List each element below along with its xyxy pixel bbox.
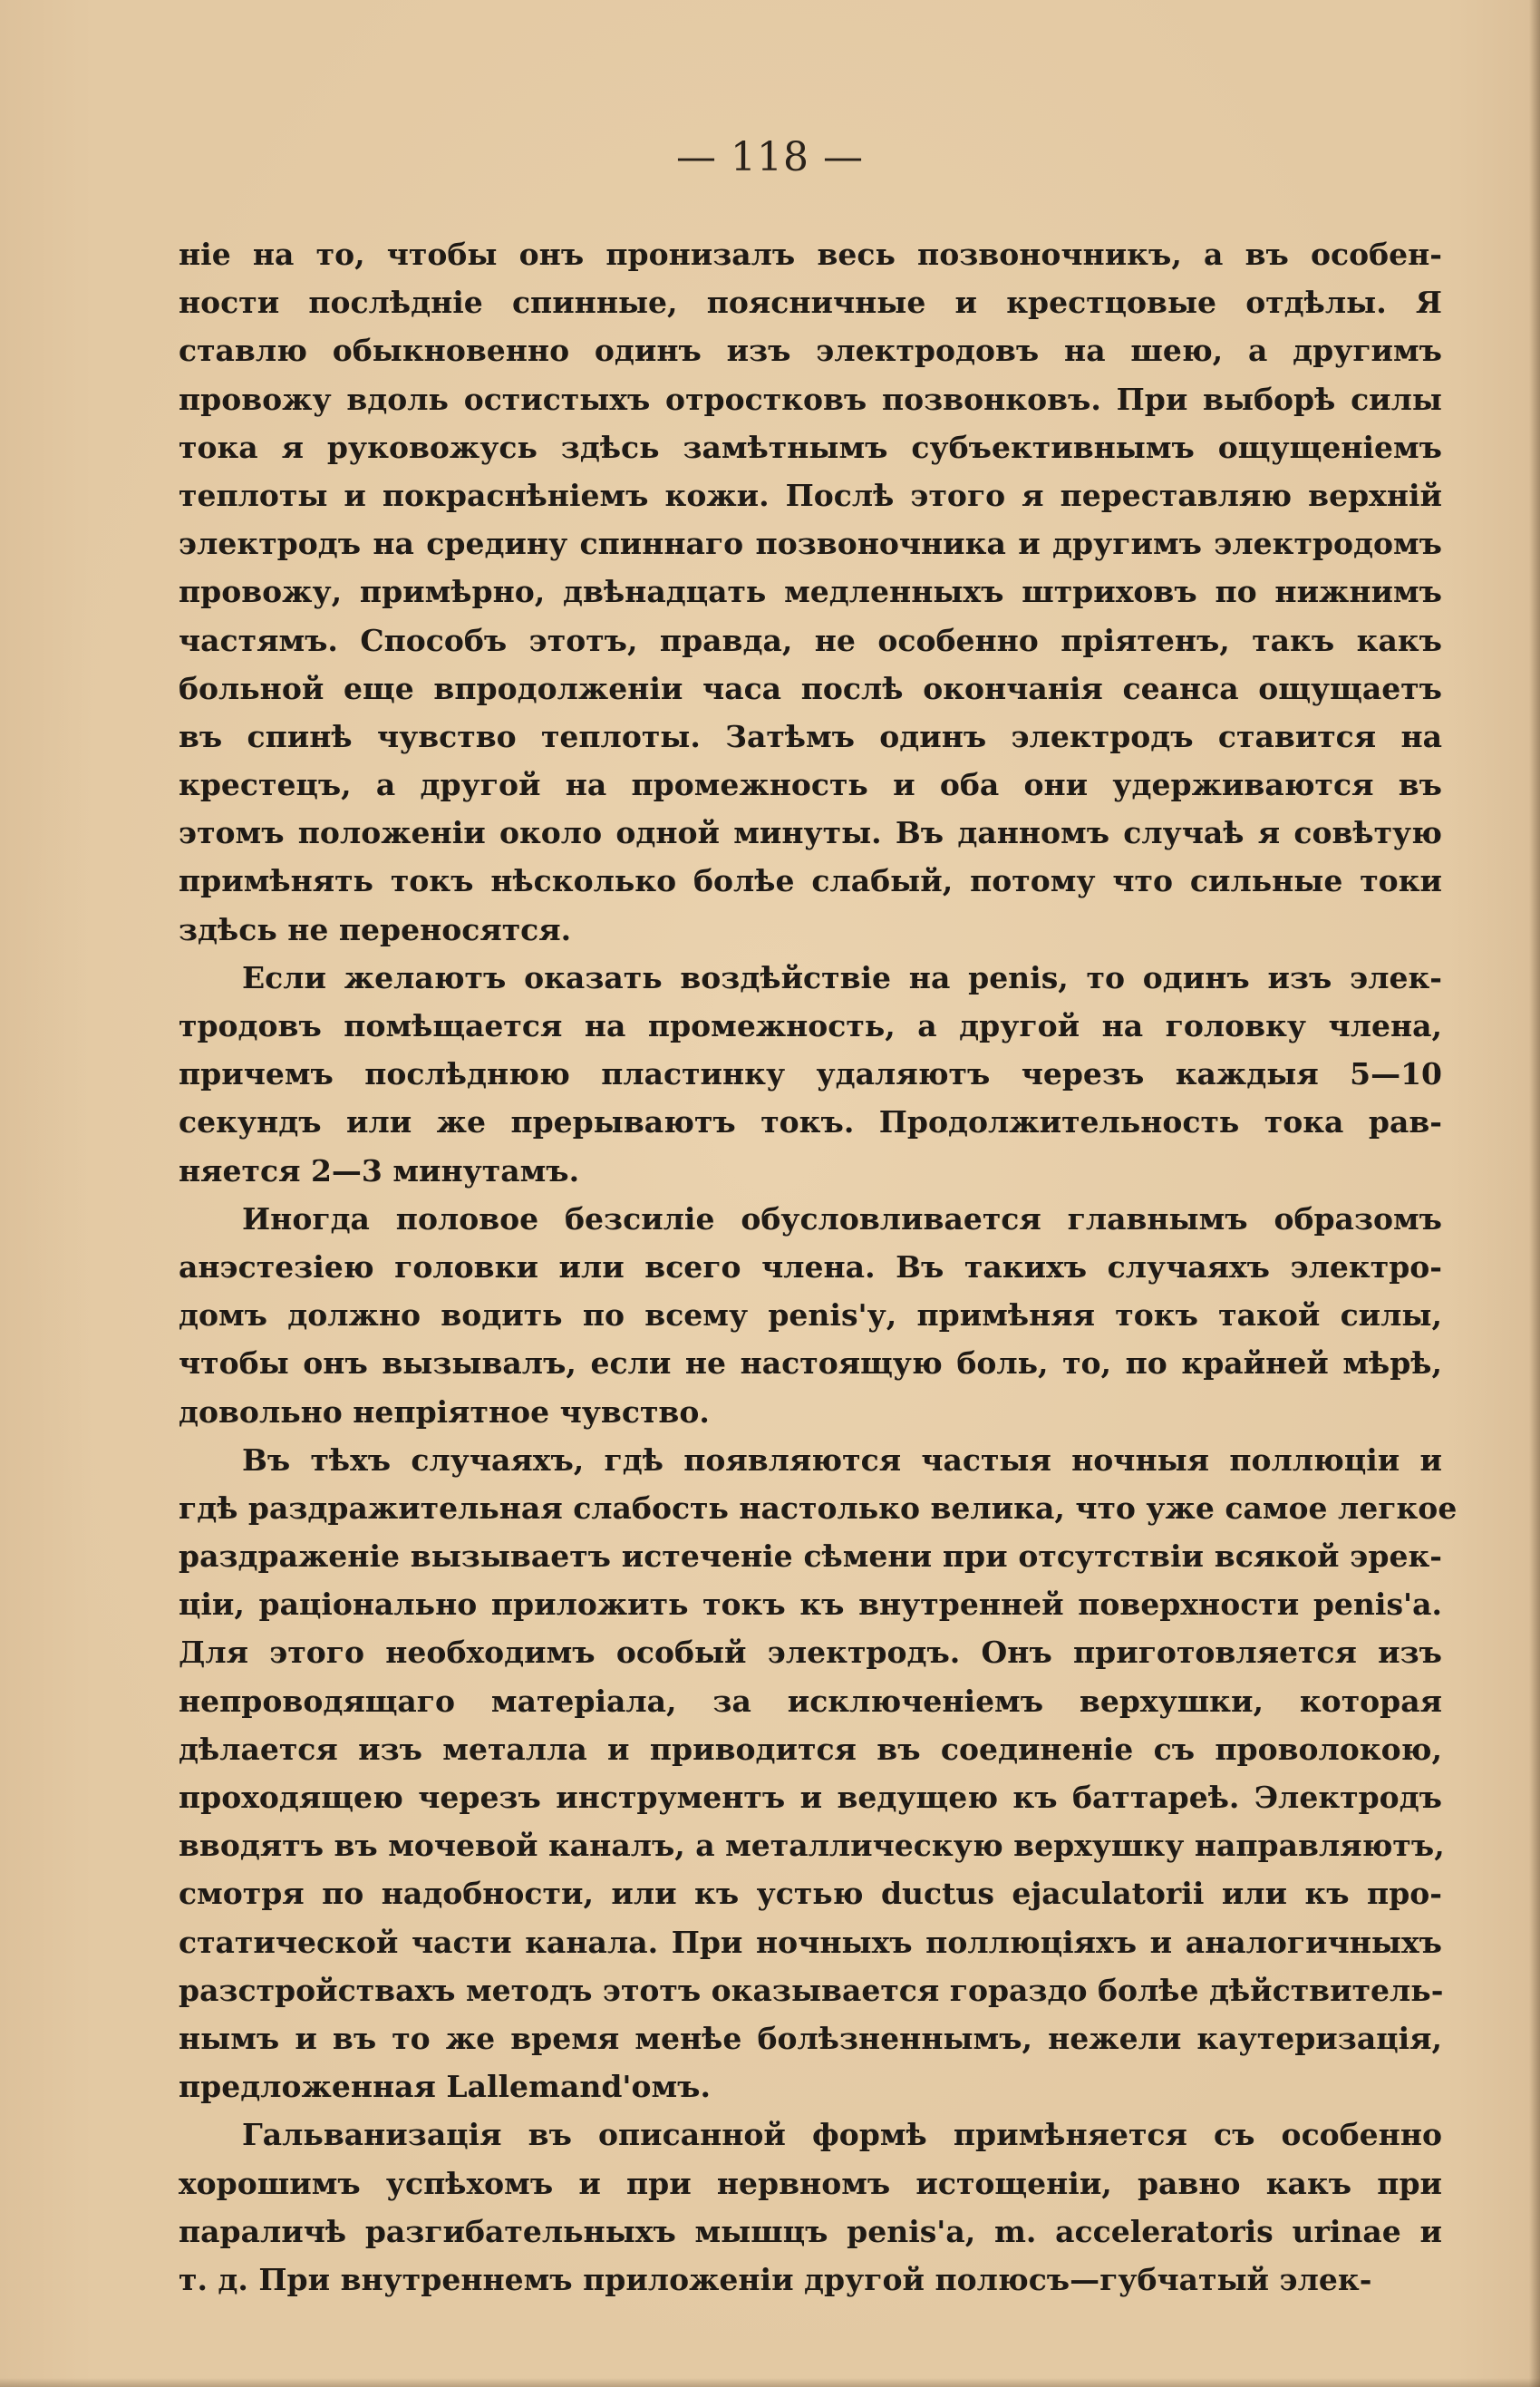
text-line: примѣнять токъ нѣсколько болѣе слабый, потому что сильные токи: [179, 863, 1442, 899]
text-line: хорошимъ успѣхомъ и при нервномъ истощеніи, равно какъ при: [179, 2165, 1442, 2201]
text-line: тока я руковожусь здѣсь замѣтнымъ субъективнымъ ощущеніемъ: [179, 429, 1442, 465]
text-line: теплоты и покраснѣніемъ кожи. Послѣ этого я переставляю верхній: [179, 477, 1442, 513]
text-line: вводятъ въ мочевой каналъ, а металлическую верхушку направляютъ,: [179, 1828, 1445, 1864]
text-line: непроводящаго матеріала, за исключеніемъ верхушки, которая: [179, 1683, 1442, 1719]
text-line: параличѣ разгибательныхъ мышцъ penis'а, m. acceleratoris urinae и: [179, 2213, 1442, 2249]
paragraph: [179, 1195, 1442, 1436]
text-line: провожу, примѣрно, двѣнадцать медленныхъ штриховъ по нижнимъ: [179, 574, 1442, 610]
text-line: электродъ на средину спиннаго позвоночника и другимъ электродомъ: [179, 526, 1442, 562]
text-line: ности послѣдніе спинные, поясничные и крестцовые отдѣлы. Я: [179, 285, 1442, 321]
text-line: раздраженіе вызываетъ истеченіе сѣмени при отсутствіи всякой эрек-: [179, 1538, 1442, 1575]
text-line: гдѣ раздражительная слабость настолько велика, что уже самое легкое: [179, 1489, 1458, 1526]
text-line: домъ должно водить по всему penis'у, примѣняя токъ такой силы,: [179, 1297, 1442, 1334]
text-line: здѣсь не переносятся.: [179, 911, 572, 947]
text-line: т. д. При внутреннемъ приложеніи другой полюсъ—губчатый элек-: [179, 2261, 1372, 2297]
text-line: ставлю обыкновенно одинъ изъ электродовъ на шею, а другимъ: [179, 333, 1442, 369]
text-line: предложенная Lallemand'омъ.: [179, 2069, 711, 2105]
text-line: Въ тѣхъ случаяхъ, гдѣ появляются частыя ночныя поллюціи и: [242, 1441, 1442, 1478]
text-line: анэстезіею головки или всего члена. Въ такихъ случаяхъ электро-: [179, 1248, 1442, 1285]
text-line: статической части канала. При ночныхъ поллюціяхъ и аналогичныхъ: [179, 1924, 1442, 1960]
paragraph: [179, 1436, 1458, 2111]
text-line: дѣлается изъ металла и приводится въ соединеніе съ проволокою,: [179, 1731, 1442, 1767]
text-line: няется 2—3 минутамъ.: [179, 1152, 580, 1189]
text-line: тродовъ помѣщается на промежность, а другой на головку члена,: [179, 1008, 1442, 1043]
text-line: причемъ послѣднюю пластинку удаляютъ черезъ каждыя 5—10: [179, 1056, 1442, 1092]
paragraph: [179, 230, 1442, 954]
text-line: нымъ и въ то же время менѣе болѣзненнымъ, нежели каутеризація,: [179, 2020, 1442, 2056]
text-line: въ спинѣ чувство теплоты. Затѣмъ одинъ электродъ ставится на: [179, 718, 1442, 754]
text-line: довольно непріятное чувство.: [179, 1393, 710, 1430]
paragraph: [179, 954, 1442, 1195]
text-line: Для этого необходимъ особый электродъ. Онъ приготовляется изъ: [179, 1635, 1442, 1671]
text-line: провожу вдоль остистыхъ отростковъ позвонковъ. При выборѣ силы: [179, 381, 1442, 417]
text-line: крестецъ, а другой на промежность и оба они удерживаются въ: [179, 767, 1442, 803]
paragraph: [179, 2110, 1442, 2304]
text-line: Иногда половое безсиліе обусловливается главнымъ образомъ: [242, 1200, 1442, 1237]
text-line: разстройствахъ методъ этотъ оказывается гораздо болѣе дѣйствитель-: [179, 1972, 1444, 2008]
text-line: больной еще впродолженіи часа послѣ окончанія сеанса ощущаетъ: [179, 670, 1442, 706]
text-line: чтобы онъ вызывалъ, если не настоящую боль, то, по крайней мѣрѣ,: [179, 1345, 1442, 1382]
text-line: этомъ положеніи около одной минуты. Въ данномъ случаѣ я совѣтую: [179, 815, 1442, 851]
text-line: ніе на то, чтобы онъ пронизалъ весь позвоночникъ, а въ особен-: [179, 237, 1442, 272]
text-line: частямъ. Способъ этотъ, правда, не особенно пріятенъ, такъ какъ: [179, 622, 1442, 658]
page-edge-shadow: [1529, 0, 1540, 2387]
page-bottom-shadow: [0, 2378, 1540, 2387]
text-line: Гальванизація въ описанной формѣ примѣняется съ особенно: [242, 2117, 1442, 2153]
text-line: ціи, раціонально приложить токъ къ внутренней поверхности penis'а.: [179, 1586, 1442, 1623]
text-line: смотря по надобности, или къ устью ductus ejaculatorii или къ про-: [179, 1876, 1442, 1912]
text-line: секундъ или же прерываютъ токъ. Продолжительность тока рав-: [179, 1104, 1442, 1140]
body-text: [179, 230, 1458, 2304]
page-number: — 118 —: [676, 134, 864, 180]
text-line: Если желаютъ оказать воздѣйствіе на penis, то одинъ изъ элек-: [242, 959, 1442, 995]
text-line: проходящею черезъ инструментъ и ведущею къ баттареѣ. Электродъ: [179, 1780, 1442, 1815]
